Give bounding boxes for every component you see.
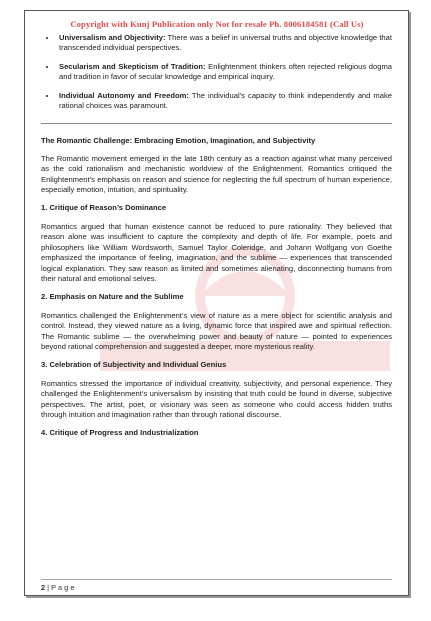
bullet-term: Individual Autonomy and Freedom:: [59, 90, 189, 100]
enlightenment-bullet-list: [41, 33, 392, 111]
bullet-term: Secularism and Skepticism of Tradition:: [59, 61, 206, 71]
document-body: [41, 33, 392, 447]
subsection-heading: 4. Critique of Progress and Industrialization: [41, 428, 199, 438]
section-title: The Romantic Challenge: Embracing Emotion, Imagination, and Subjectivity: [41, 136, 316, 146]
subsection-heading: 1. Critique of Reason’s Dominance: [41, 203, 167, 213]
footer-divider: [41, 579, 392, 580]
page-footer: [41, 583, 74, 592]
subsection-heading: 3. Celebration of Subjectivity and Individual Genius: [41, 360, 227, 370]
bullet-text: There was a belief in universal truths and objective knowledge that transcended individual perspectives.: [59, 33, 392, 53]
intro-paragraph: The Romantic movement emerged in the late 18th century as a reaction against what many perceived as the cold rationalism and mechanistic worldview of the Enlightenment. Romantics critiqued the Enlightenment’s emphasis on reason and science for neglecting the full spectrum of human experience, especially emotion, intuition, and spirituality.: [41, 153, 392, 195]
section-divider: [41, 123, 392, 124]
page-frame: [24, 10, 409, 596]
subsection-paragraph: Romantics challenged the Enlightenment’s view of nature as a mere object for scientific analysis and control. Instead, they viewed nature as a living, dynamic force that inspired awe and spiritual reflection. The Romantic sublime — the overwhelming power and beauty of nature — pointed to experiences beyond rational comprehension and suggested a deeper, more mysterious reality.: [41, 310, 392, 351]
subsection-paragraph: Romantics stressed the importance of individual creativity, subjectivity, and personal experience. They challenged the Enlightenment’s universalism by insisting that truth could be found in diverse, subjective perspectives. The artist, poet, or visionary was seen as someone who could access hidden truths through intuition and imagination rather than through rational discourse.: [41, 378, 392, 419]
bullet-item: [57, 62, 392, 83]
bullet-text: The individual’s capacity to think independently and make rational choices was paramount.: [59, 90, 392, 111]
subsection-heading: 2. Emphasis on Nature and the Sublime: [41, 292, 184, 302]
bullet-item: [57, 33, 392, 54]
page-number: 2: [41, 583, 46, 592]
bullet-text: Enlightenment thinkers often rejected religious dogma and tradition in favor of secular knowledge and empirical inquiry.: [59, 61, 392, 82]
page-label: | P a g e: [45, 583, 75, 592]
subsection-paragraph: Romantics argued that human existence cannot be reduced to pure rationality. They believed that reason alone was insufficient to capture the complexity and depth of life. For example, poets and philosophers like William Wordsworth, Samuel Taylor Coleridge, and Johann Wolfgang von Goethe emphasized the importance of feeling, imagination, and the sublime — experiences that transcended logical explanation. They saw reason as limited and sometimes alienating, disconnecting humans from their natural and emotional selves.: [41, 221, 392, 283]
bullet-term: Universalism and Objectivity:: [59, 33, 166, 42]
bullet-item: [57, 91, 392, 112]
copyright-header: Copyright with Kunj Publication only Not for resale Ph. 8006184581 (Call Us): [70, 19, 364, 29]
